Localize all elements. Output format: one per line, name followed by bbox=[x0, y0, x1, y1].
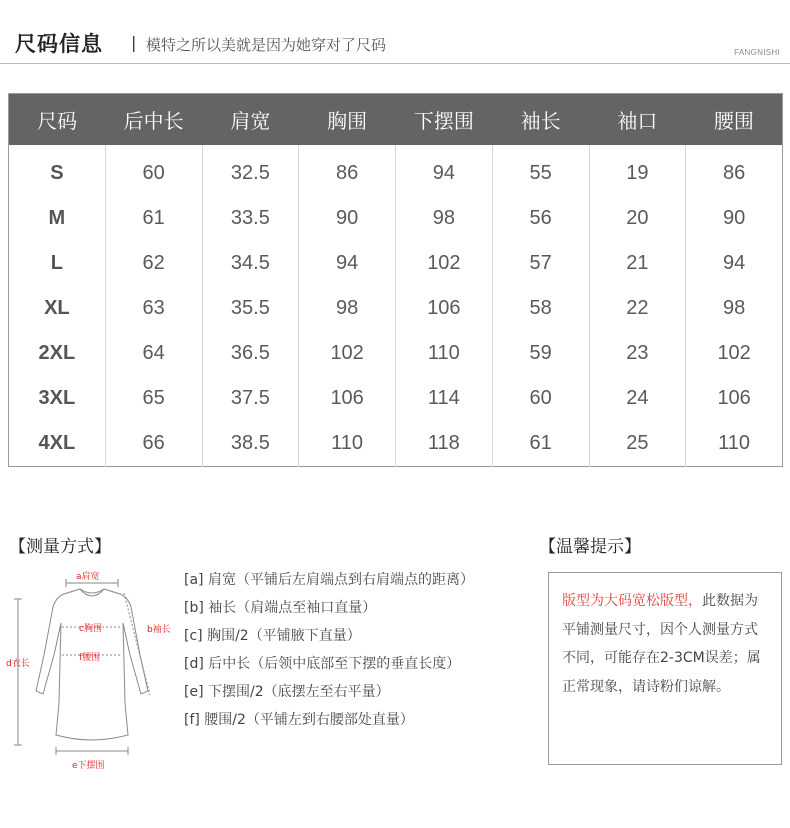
table-cell: 114 bbox=[396, 376, 493, 421]
table-header-row bbox=[9, 94, 783, 146]
header-sleeve-length: 袖长 bbox=[492, 94, 589, 146]
table-cell: 59 bbox=[492, 331, 589, 376]
table-cell: 110 bbox=[686, 421, 783, 467]
list-item: [f] 腰围/2（平铺左到右腰部处直量） bbox=[184, 712, 414, 728]
table-cell: 60 bbox=[492, 376, 589, 421]
table-cell: 22 bbox=[589, 286, 686, 331]
table-cell: 118 bbox=[396, 421, 493, 467]
table-cell: 34.5 bbox=[202, 241, 299, 286]
table-row bbox=[9, 196, 783, 241]
table-cell: 61 bbox=[105, 196, 202, 241]
table-cell: 21 bbox=[589, 241, 686, 286]
table-cell: 102 bbox=[686, 331, 783, 376]
header-hem: 下摆围 bbox=[396, 94, 493, 146]
tips-section-title: 【温馨提示】 bbox=[539, 537, 641, 557]
table-cell: 58 bbox=[492, 286, 589, 331]
table-row bbox=[9, 241, 783, 286]
header-divider bbox=[0, 63, 790, 64]
size-cell: 3XL bbox=[38, 387, 76, 409]
label-length: d衣长 bbox=[6, 659, 30, 669]
table-cell: 60 bbox=[105, 145, 202, 196]
size-cell: 2XL bbox=[38, 342, 76, 364]
label-hem: e下摆围 bbox=[72, 761, 105, 771]
table-cell: 102 bbox=[299, 331, 396, 376]
size-cell: L bbox=[50, 252, 63, 274]
table-cell: 20 bbox=[589, 196, 686, 241]
header-back-length: 后中长 bbox=[105, 94, 202, 146]
size-cell: 4XL bbox=[38, 432, 76, 454]
list-item: [b] 袖长（肩端点至袖口直量） bbox=[184, 600, 377, 616]
table-row bbox=[9, 331, 783, 376]
table-cell: 65 bbox=[105, 376, 202, 421]
table-cell: 94 bbox=[686, 241, 783, 286]
table-cell: 98 bbox=[396, 196, 493, 241]
table-cell: 66 bbox=[105, 421, 202, 467]
dress-diagram bbox=[0, 563, 180, 773]
header-size: 尺码 bbox=[9, 94, 106, 146]
table-cell: 35.5 bbox=[202, 286, 299, 331]
measure-section-title: 【测量方式】 bbox=[9, 537, 111, 557]
header-shoulder: 肩宽 bbox=[202, 94, 299, 146]
page-slogan: 模特之所以美就是因为她穿对了尺码 bbox=[146, 36, 387, 54]
table-cell: 36.5 bbox=[202, 331, 299, 376]
size-chart-table bbox=[8, 93, 783, 467]
table-cell: 110 bbox=[299, 421, 396, 467]
list-item: [c] 胸围/2（平铺腋下直量） bbox=[184, 628, 361, 644]
table-row bbox=[9, 286, 783, 331]
page-title: 尺码信息 bbox=[15, 31, 103, 56]
label-waist: f腰围 bbox=[79, 653, 101, 663]
table-cell: 86 bbox=[299, 145, 396, 196]
table-cell: 98 bbox=[299, 286, 396, 331]
table-cell: 38.5 bbox=[202, 421, 299, 467]
table-cell: 90 bbox=[686, 196, 783, 241]
table-cell: 98 bbox=[686, 286, 783, 331]
table-cell: 23 bbox=[589, 331, 686, 376]
table-cell: 62 bbox=[105, 241, 202, 286]
label-shoulder: a肩宽 bbox=[76, 572, 100, 582]
table-cell: 19 bbox=[589, 145, 686, 196]
table-row bbox=[9, 376, 783, 421]
header-cuff: 袖口 bbox=[589, 94, 686, 146]
table-cell: 37.5 bbox=[202, 376, 299, 421]
page-header bbox=[0, 0, 790, 66]
label-chest: c胸围 bbox=[79, 624, 102, 634]
size-cell: M bbox=[48, 207, 66, 229]
list-item: [d] 后中长（后领中底部至下摆的垂直长度） bbox=[184, 656, 461, 672]
table-cell: 56 bbox=[492, 196, 589, 241]
table-cell: 33.5 bbox=[202, 196, 299, 241]
table-cell: 61 bbox=[492, 421, 589, 467]
table-row bbox=[9, 421, 783, 467]
table-cell: 94 bbox=[396, 145, 493, 196]
table-cell: 86 bbox=[686, 145, 783, 196]
label-sleeve: b袖长 bbox=[147, 625, 171, 635]
tips-highlight: 版型为大码宽松版型， bbox=[562, 593, 702, 609]
table-cell: 64 bbox=[105, 331, 202, 376]
table-cell: 94 bbox=[299, 241, 396, 286]
table-cell: 106 bbox=[396, 286, 493, 331]
list-item: [a] 肩宽（平铺后左肩端点到右肩端点的距离） bbox=[184, 572, 474, 588]
size-cell: XL bbox=[44, 297, 70, 319]
table-cell: 102 bbox=[396, 241, 493, 286]
table-cell: 90 bbox=[299, 196, 396, 241]
brand-name: FANGNISHI bbox=[734, 48, 780, 57]
tips-body: 此数据为平铺测量尺寸，因个人测量方式不同，可能存在2-3CM误差；属正常现象，请诗粉们谅解。 bbox=[562, 593, 761, 695]
list-item: [e] 下摆围/2（底摆左至右平量） bbox=[184, 684, 390, 700]
size-cell: S bbox=[50, 162, 64, 184]
table-cell: 24 bbox=[589, 376, 686, 421]
table-cell: 55 bbox=[492, 145, 589, 196]
table-cell: 63 bbox=[105, 286, 202, 331]
table-row bbox=[9, 145, 783, 196]
table-cell: 25 bbox=[589, 421, 686, 467]
header-bust: 胸围 bbox=[299, 94, 396, 146]
title-separator: | bbox=[131, 33, 137, 52]
table-cell: 106 bbox=[299, 376, 396, 421]
table-cell: 32.5 bbox=[202, 145, 299, 196]
tips-box bbox=[548, 572, 782, 765]
table-cell: 106 bbox=[686, 376, 783, 421]
table-cell: 57 bbox=[492, 241, 589, 286]
header-waist: 腰围 bbox=[686, 94, 783, 146]
measure-instructions bbox=[184, 570, 474, 738]
table-cell: 110 bbox=[396, 331, 493, 376]
